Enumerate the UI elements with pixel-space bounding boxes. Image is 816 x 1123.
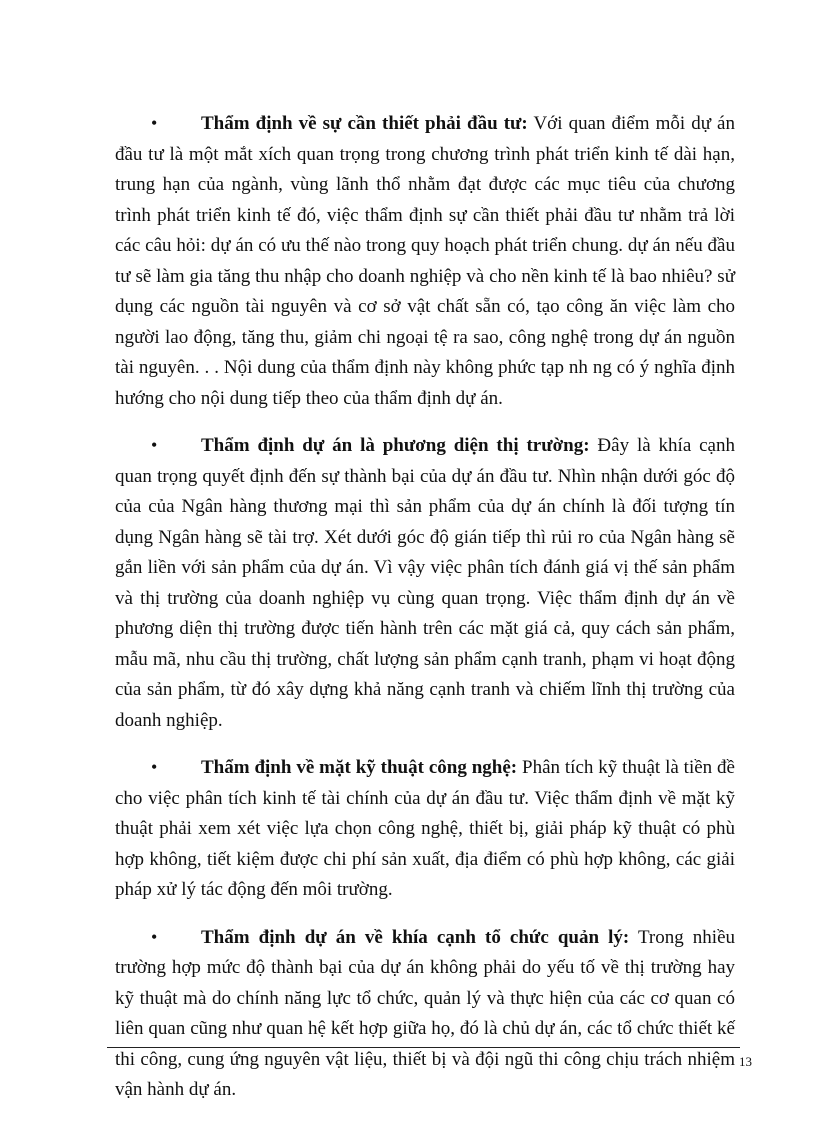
document-body (115, 108, 735, 1122)
paragraph-text: Đây là khía cạnh quan trọng quyết định đến sự thành bại của dự án đầu tư. Nhìn nhận dưới góc độ của của Ngân hàng thương mại thì sản phẩm của dự án chính là đối tượng tín dụng Ngân hàng sẽ tài trợ. Xét dưới góc độ gián tiếp thì rủi ro của Ngân hàng sẽ gắn liền với sản phẩm của dự án. Vì vậy việc phân tích đánh giá vị thế sản phẩm và thị trường của doanh nghiệp vụ cùng quan trọng. Việc thẩm định dự án về phương diện thị trường được tiến hành trên các mặt giá cả, quy cách sản phẩm, mẫu mã, nhu cầu thị trường, chất lượng sản phẩm cạnh tranh, phạm vi hoạt động của sản phẩm, từ đó xây dựng khả năng cạnh tranh và chiếm lĩnh thị trường của doanh nghiệp. (115, 435, 735, 731)
footer-divider (107, 1047, 740, 1048)
paragraph-heading: Thẩm định về mặt kỹ thuật công nghệ: (201, 757, 518, 778)
paragraph-heading: Thẩm định dự án về khía cạnh tổ chức quản lý: (201, 926, 630, 948)
bullet-icon: • (151, 926, 158, 947)
bullet-icon: • (151, 113, 158, 133)
bullet-icon: • (151, 435, 158, 455)
bullet-icon: • (151, 757, 158, 777)
paragraph-market-aspect (115, 430, 735, 736)
paragraph-text: Với quan điểm mỗi dự án đầu tư là một mắt xích quan trọng trong chương trình phát triển kinh tế dài hạn, trung hạn của ngành, vùng lãnh thổ nhằm đạt được các mục tiêu của chương trình phát triển kinh tế đó, việc thẩm định sự cần thiết phải đầu tư nhằm trả lời các câu hỏi: dự án có ưu thế nào trong quy hoạch phát triển chung. dự án nếu đầu tư sẽ làm gia tăng thu nhập cho doanh nghiệp và cho nền kinh tế là bao nhiêu? sử dụng các nguồn tài nguyên và cơ sở vật chất sẵn có, tạo công ăn việc làm cho người lao động, tăng thu, giảm chi ngoại tệ ra sao, công nghệ trong dự án nguồn tài nguyên. . . Nội dung của thẩm định này không phức tạp nh ng có ý nghĩa định hướng cho nội dung tiếp theo của thẩm định dự án. (115, 113, 735, 409)
paragraph-heading: Thẩm định dự án là phương diện thị trường: (201, 435, 590, 456)
paragraph-need-for-investment (115, 108, 735, 414)
paragraph-text: Phân tích kỹ thuật là tiền đề cho việc phân tích kinh tế tài chính của dự án đầu tư. Việc thẩm định về mặt kỹ thuật phải xem xét việc lựa chọn công nghệ, thiết bị, giải pháp kỹ thuật có phù hợp không, tiết kiệm được chi phí sản xuất, địa điểm có phù hợp không, các giải pháp xử lý tác động đến môi trường. (115, 757, 735, 900)
paragraph-text: Trong nhiều trường hợp mức độ thành bại của dự án không phải do yếu tố về thị trường hay kỹ thuật mà do chính năng lực tổ chức, quản lý và thực hiện của các cơ quan có liên quan cũng như quan hệ kết hợp giữa họ, đó là chủ dự án, các tổ chức thiết kế thi công, cung ứng nguyên vật liệu, thiết bị và đội ngũ thi công chịu trách nhiệm vận hành dự án. (115, 926, 736, 1100)
paragraph-technical-aspect (115, 752, 735, 906)
paragraph-heading: Thẩm định về sự cần thiết phải đầu tư: (201, 113, 528, 134)
paragraph-management-aspect (115, 922, 735, 1106)
page-number: 13 (739, 1054, 752, 1069)
